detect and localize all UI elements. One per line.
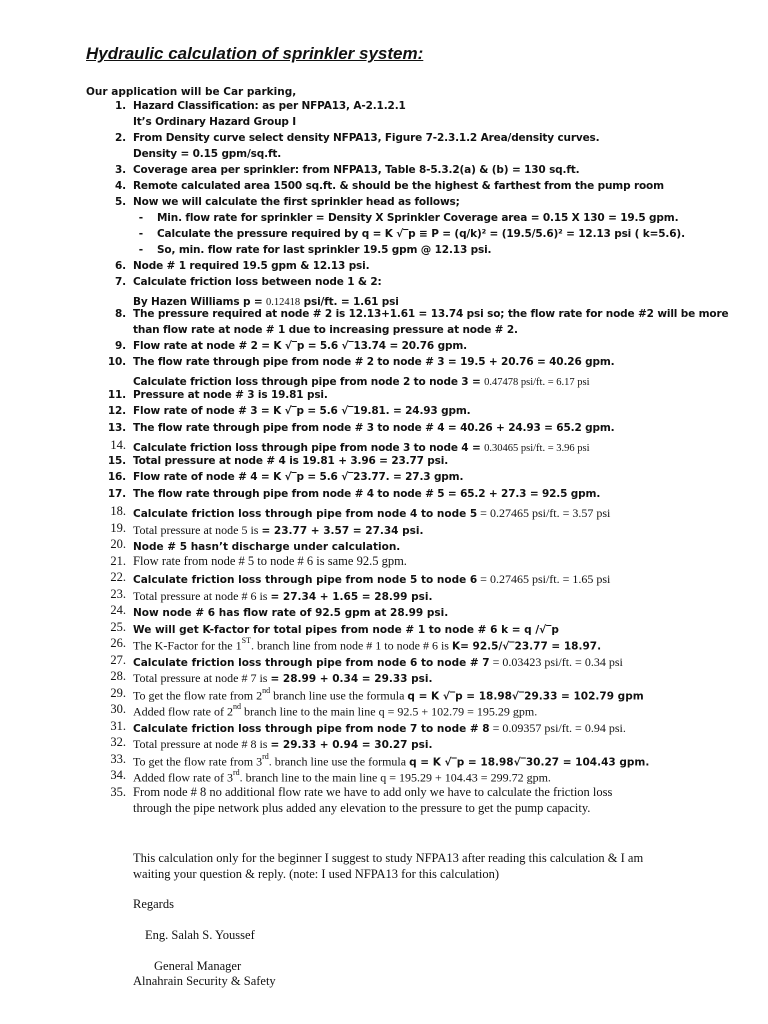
line-number: 5. [115,196,126,208]
line-text-part: rd [232,768,240,777]
calc-line [0,636,768,653]
line-text: Node # 1 required 19.5 gpm & 12.13 psi. [133,260,370,272]
line-text-part: K= 92.5/√‾23.77 = 18.97. [451,640,602,653]
line-number: 11. [107,388,126,401]
line-text: Remote calculated area 1500 sq.ft. & should be the highest & farthest from the pump room [133,180,664,192]
line-text-part: q = K √‾p = 18.98√‾30.27 = 104.43 gpm. [409,755,650,768]
line-text: Flow rate of node # 4 = K √‾p = 5.6 √‾23.77. = 27.3 gpm. [133,471,464,483]
line-text: Calculate the pressure required by q = K √‾p ≡ P = (q/k)² = (19.5/5.6)² = 12.13 psi ( k=5.6). [157,228,685,240]
line-text: Flow rate from node # 5 to node # 6 is same 92.5 gpm. [133,553,407,568]
calc-line [0,521,768,538]
line-text-part: Now node # 6 has flow rate of 92.5 gpm at 28.99 psi. [133,607,449,619]
line-text [133,537,400,555]
line-number: 24. [110,603,126,617]
line-number: 30. [110,702,126,716]
intro-line: Our application will be Car parking, [86,86,297,98]
line-text-part: Added flow rate of 2 [133,704,233,719]
line-number: 13. [107,421,126,434]
line-text [133,438,590,456]
calc-line [0,244,768,260]
line-text [133,587,432,605]
calc-line [0,488,768,505]
line-text-part: Total pressure at node # 8 is [133,737,271,751]
line-text-part: 0.47478 psi/ft. = 6.17 psi [484,377,590,388]
line-text-part: nd [232,702,241,711]
calc-line [0,735,768,752]
line-number: - [138,228,143,240]
document-title: Hydraulic calculation of sprinkler system: [86,44,424,63]
line-text: Flow rate at node # 2 = K √‾p = 5.6 √‾13.74 = 20.76 gpm. [133,340,467,352]
calc-line [0,212,768,228]
line-text-part: Calculate friction loss through pipe from node 7 to node # 8 [133,722,490,735]
calc-line [0,276,768,292]
calculation-steps-list [0,100,768,818]
calc-line [0,372,768,389]
line-text [133,521,423,539]
line-number: 1. [115,100,126,112]
calc-line [0,148,768,164]
line-number: 17. [107,487,126,500]
line-text [133,735,432,753]
calc-line [0,554,768,571]
line-text-part: The K-Factor for the 1 [133,638,242,653]
line-text-part: = 0.03423 psi/ft. = 0.34 psi [489,654,623,669]
line-text: The pressure required at node # 2 is 12.13+1.61 = 13.74 psi so; the flow rate for node #2 will be more [133,308,729,320]
line-number: 34. [110,768,126,782]
calc-line [0,785,768,802]
line-text-part: By Hazen Williams p = [133,296,266,308]
calc-line [0,801,768,818]
line-number: 12. [107,405,126,417]
line-text: Pressure at node # 3 is 19.81 psi. [133,388,328,401]
calc-line [0,752,768,769]
line-text: It’s Ordinary Hazard Group I [133,116,297,128]
line-text: Flow rate of node # 3 = K √‾p = 5.6 √‾19.81. = 24.93 gpm. [133,405,471,417]
line-number: 16. [107,471,126,483]
calc-line [0,100,768,116]
line-text-part: rd [262,751,269,761]
line-text-part: = 29.33 + 0.94 = 30.27 psi. [270,739,433,751]
line-number: 6. [115,260,126,272]
line-text-part: = 0.27465 psi/ft. = 1.65 psi [477,572,611,586]
line-text: Now we will calculate the first sprinkler head as follows; [133,196,460,208]
calc-line [0,292,768,308]
line-text [133,669,432,687]
line-text: Hazard Classification: as per NFPA13, A-2.1.2.1 [133,100,406,112]
calc-line [0,228,768,244]
line-number: 25. [110,619,126,634]
line-text-part: . branch line use the formula [268,753,410,768]
line-text-part: To get the flow rate from 3 [133,753,263,768]
line-text-part: = 23.77 + 3.57 = 27.34 psi. [261,524,424,537]
line-number: 33. [110,751,126,766]
line-text [133,620,559,638]
line-text-part: Calculate friction loss through pipe from node 2 to node 3 = [133,376,485,388]
line-number: 15. [107,454,126,467]
line-text-part: 0.30465 psi/ft. = 3.96 psi [484,443,590,454]
line-text-part: Total pressure at node # 6 is [133,588,271,603]
line-text [133,504,610,522]
line-number: 18. [110,504,126,518]
line-text-part: ST [241,636,251,645]
calc-line [0,537,768,554]
calc-line [0,768,768,785]
line-text: The flow rate through pipe from node # 4 to node # 5 = 65.2 + 27.3 = 92.5 gpm. [133,487,601,500]
line-number: - [138,212,143,224]
line-text-part: . branch line from node # 1 to node # 6 is [250,638,452,653]
calc-line [0,504,768,521]
line-number: 31. [110,718,126,733]
line-number: 27. [110,652,126,667]
line-text-part: . branch line to the main line q = 195.29 + 104.43 = 299.72 gpm. [239,770,551,785]
calc-line [0,132,768,148]
line-text: Coverage area per sprinkler: from NFPA13, Table 8-5.3.2(a) & (b) = 130 sq.ft. [133,164,580,176]
line-number: 26. [110,636,126,650]
calc-line [0,669,768,686]
closing-note-line-2: waiting your question & reply. (note: I used NFPA13 for this calculation) [133,867,500,881]
calc-line [0,324,768,340]
closing-note-line-1: This calculation only for the beginner I suggest to study NFPA13 after reading this calculation & I am [133,851,644,865]
line-number: 23. [110,586,126,601]
regards-text: Regards [133,897,174,911]
line-text-part: Calculate friction loss through pipe from node 3 to node 4 = [133,442,485,454]
calc-line [0,196,768,212]
line-text-part: Calculate friction loss through pipe from node 6 to node # 7 [133,656,490,669]
company-name: Alnahrain Security & Safety [133,974,276,988]
line-text: Min. flow rate for sprinkler = Density X Sprinkler Coverage area = 0.15 X 130 = 19.5 gpm. [157,212,679,224]
calc-line [0,438,768,455]
line-text-part: 0.12418 [265,297,301,308]
line-text-part: = 0.09357 psi/ft. = 0.94 psi. [489,720,626,735]
line-text [133,603,448,621]
line-number: 9. [115,340,126,352]
line-number: 4. [115,180,126,192]
line-text: From Density curve select density NFPA13, Figure 7-2.3.1.2 Area/density curves. [133,132,600,144]
line-text-part: nd [262,685,271,695]
calc-line [0,455,768,472]
calc-line [0,405,768,422]
calc-line [0,653,768,670]
line-text-part: = 28.99 + 0.34 = 29.33 psi. [270,673,433,685]
calc-line [0,471,768,488]
calc-line [0,356,768,372]
line-text: From node # 8 no additional flow rate we have to add only we have to calculate the friction loss [133,784,613,799]
line-number: - [138,244,143,256]
line-text-part: To get the flow rate from 2 [133,687,263,702]
line-text-part: We will get K-factor for total pipes from node # 1 to node # 6 k = q /√‾p [133,623,559,636]
line-text-part: Calculate friction loss through pipe from node 4 to node 5 [133,508,478,520]
line-text-part: = 0.27465 psi/ft. = 3.57 psi [477,506,611,520]
line-text: through the pipe network plus added any elevation to the pressure to get the pump capacity. [133,801,591,815]
line-text [133,570,610,588]
calc-line [0,340,768,356]
line-number: 32. [110,735,126,749]
line-text: The flow rate through pipe from node # 2 to node # 3 = 19.5 + 20.76 = 40.26 gpm. [133,356,615,368]
calc-line [0,587,768,604]
line-text: So, min. flow rate for last sprinkler 19.5 gpm @ 12.13 psi. [157,244,492,256]
line-text-part: Node # 5 hasn’t discharge under calculation. [133,541,401,553]
line-number: 20. [110,537,126,551]
line-text-part: q = K √‾p = 18.98√‾29.33 = 102.79 gpm [407,689,644,702]
author-title: General Manager [154,959,242,973]
line-text-part: Total pressure at node # 7 is [133,671,271,685]
calc-line [0,603,768,620]
line-text-part: = 27.34 + 1.65 = 28.99 psi. [270,590,433,603]
line-number: 7. [115,276,126,288]
line-number: 28. [110,669,126,683]
line-number: 3. [115,164,126,176]
line-number: 22. [110,570,126,584]
line-text-part: branch line use the formula [270,687,408,702]
calc-line [0,702,768,719]
calc-line [0,719,768,736]
line-text: than flow rate at node # 1 due to increasing pressure at node # 2. [133,324,518,336]
line-text-part: Total pressure at node 5 is [133,522,262,537]
calc-line [0,260,768,276]
line-text: Calculate friction loss between node 1 & 2: [133,276,382,288]
line-text-part: psi/ft. = 1.61 psi [300,296,399,308]
line-text [133,719,626,737]
calc-line [0,116,768,132]
line-text [133,372,590,390]
line-text: Total pressure at node # 4 is 19.81 + 3.96 = 23.77 psi. [133,454,449,467]
line-text: The flow rate through pipe from node # 3 to node # 4 = 40.26 + 24.93 = 65.2 gpm. [133,421,615,434]
author-name: Eng. Salah S. Youssef [145,928,255,942]
line-text: Density = 0.15 gpm/sq.ft. [133,148,282,160]
calc-line [0,686,768,703]
calc-line [0,422,768,439]
calc-line [0,180,768,196]
line-number: 2. [115,132,126,144]
line-number: 10. [107,356,126,368]
calc-line [0,164,768,180]
calc-line [0,389,768,406]
line-text-part: branch line to the main line q = 92.5 + 102.79 = 195.29 gpm. [240,704,538,719]
calc-line [0,620,768,637]
line-number: 14. [110,438,126,452]
calc-line [0,308,768,324]
line-text [133,653,623,671]
line-number: 29. [110,685,126,700]
line-number: 35. [110,784,126,799]
line-number: 8. [115,308,126,320]
line-number: 19. [110,520,126,535]
line-text-part: Calculate friction loss through pipe from node 5 to node 6 [133,574,478,586]
line-text-part: Added flow rate of 3 [133,770,233,785]
line-number: 21. [110,553,126,568]
calc-line [0,570,768,587]
